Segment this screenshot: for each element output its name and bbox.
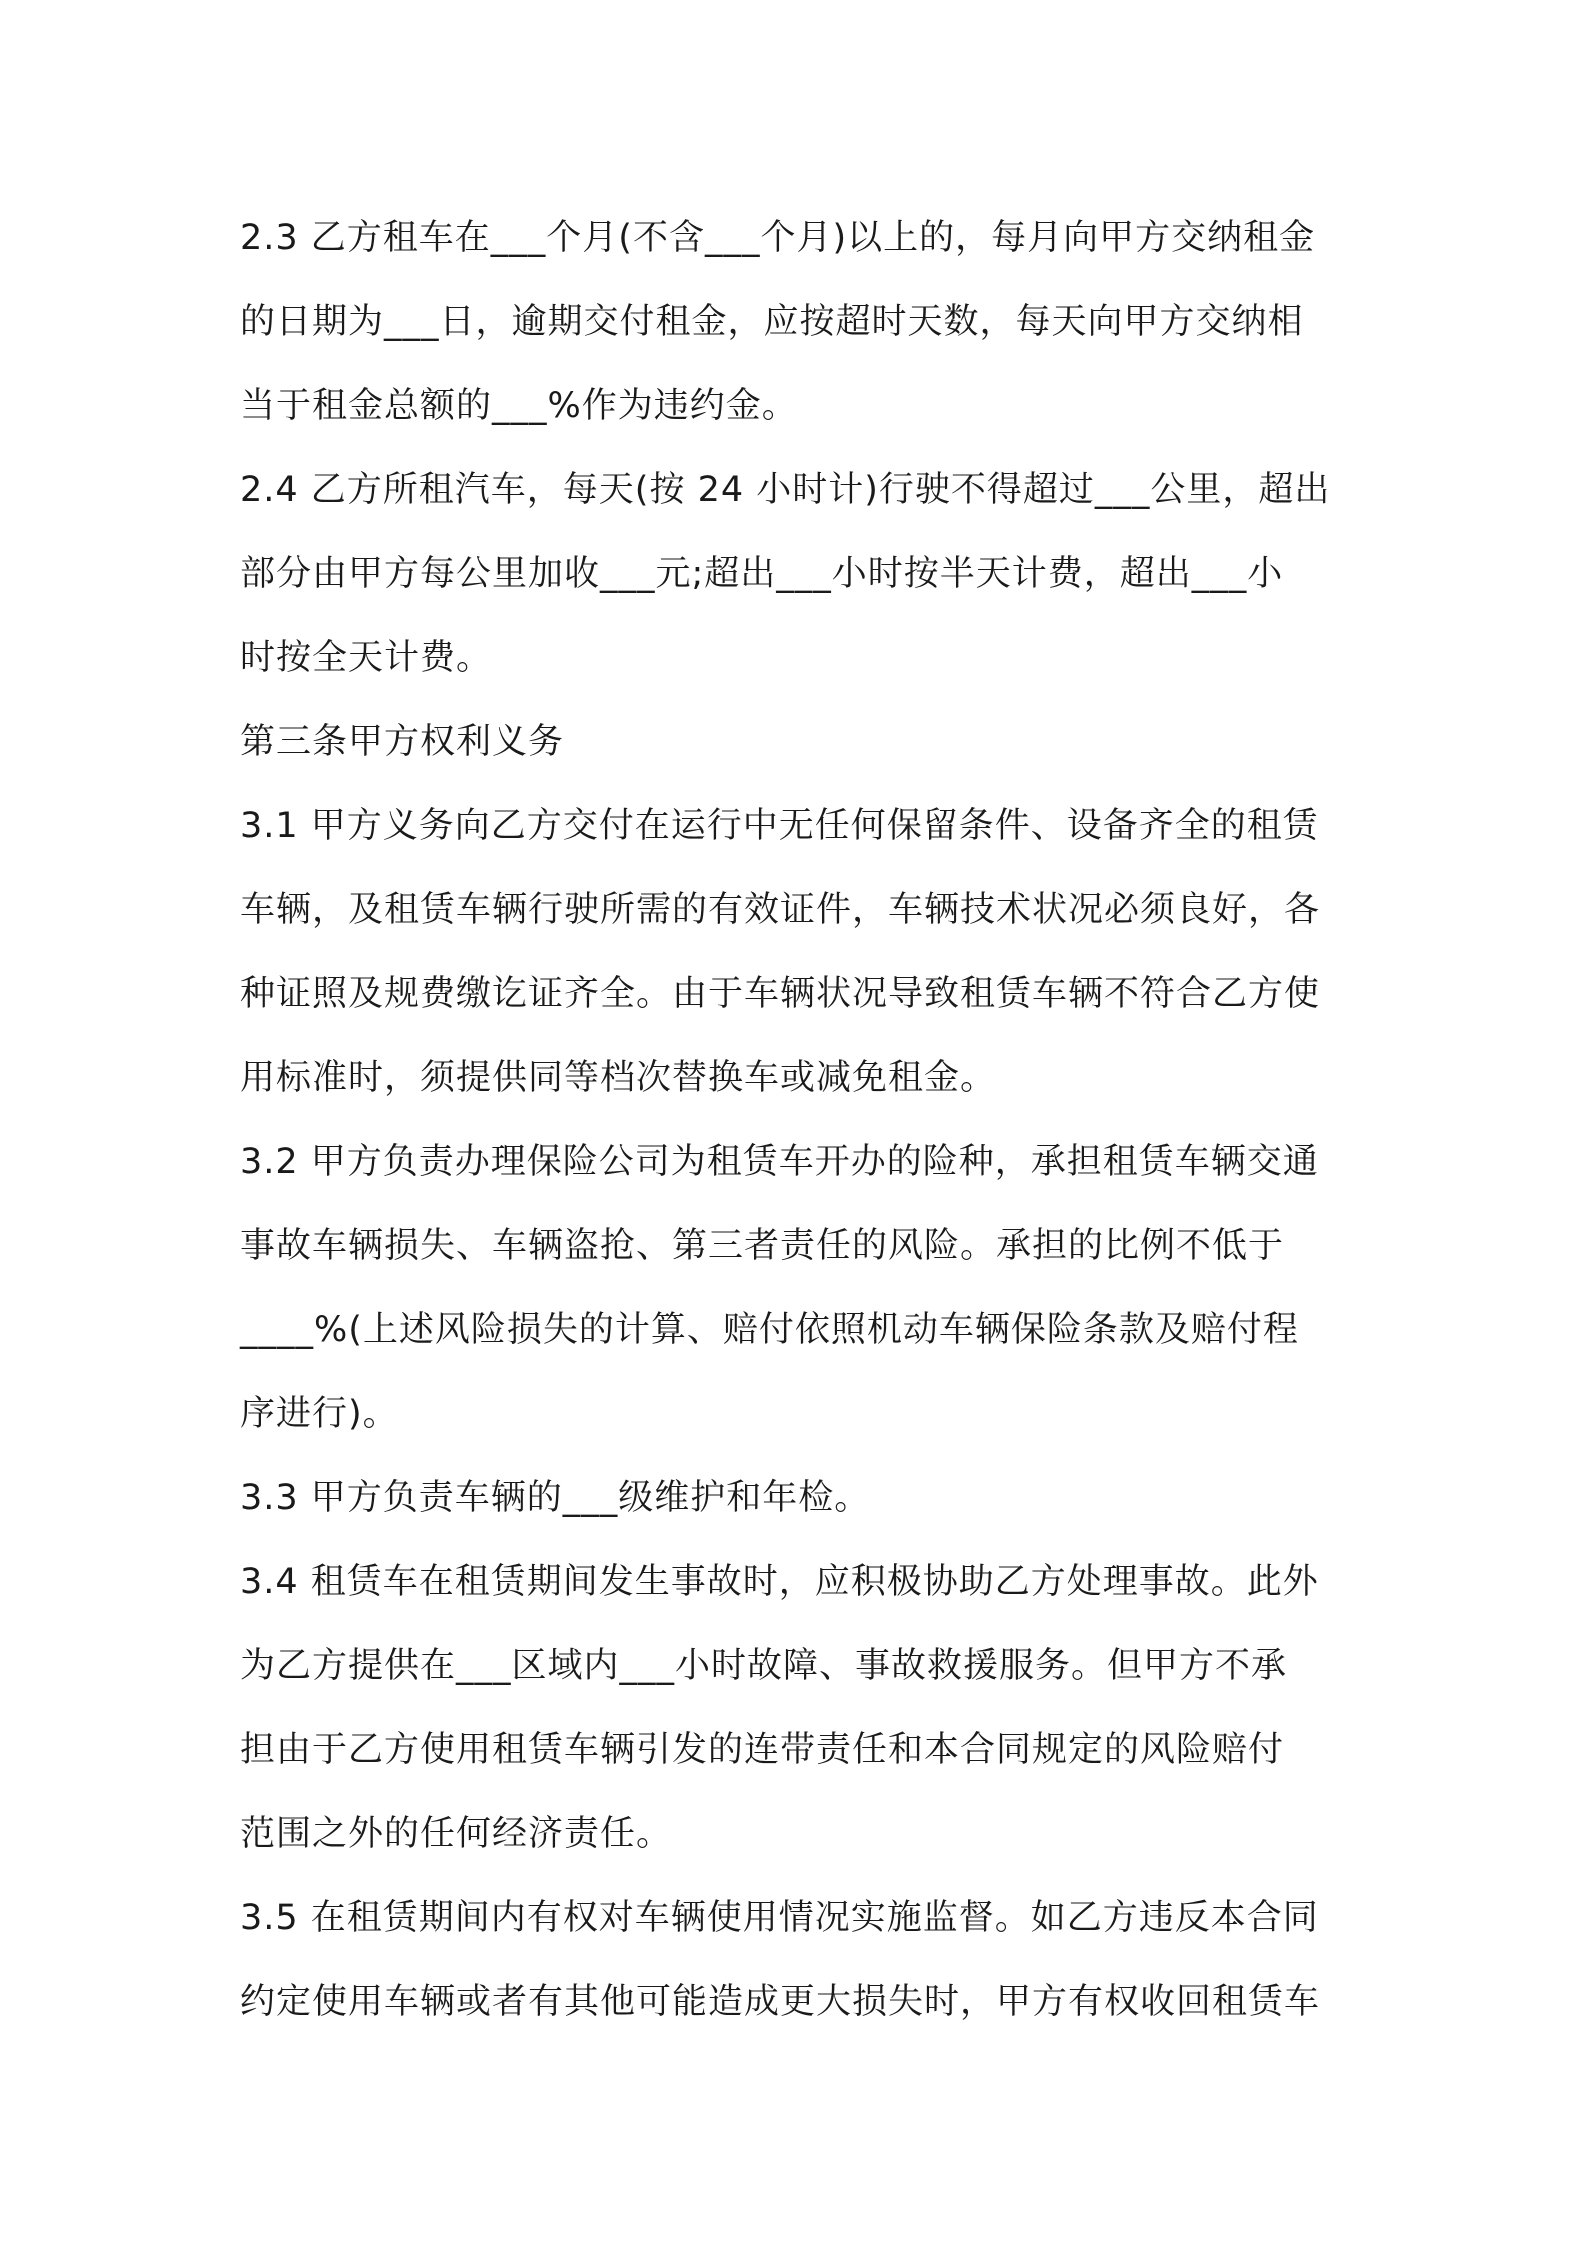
section-heading: 第三条甲方权利义务: [240, 722, 565, 762]
clause-3-3: [240, 1456, 1355, 1540]
clause-3-1: [240, 784, 1355, 1120]
clause-3-2: [240, 1120, 1355, 1456]
clause-2-4: [240, 448, 1355, 700]
text-line: 的日期为___日，逾期交付租金，应按超时天数，每天向甲方交纳相: [240, 302, 1304, 342]
text-line: 3.2 甲方负责办理保险公司为租赁车开办的险种，承担租赁车辆交通: [240, 1142, 1319, 1182]
text-line: 部分由甲方每公里加收___元;超出___小时按半天计费，超出___小: [240, 554, 1284, 594]
text-line: 3.5 在租赁期间内有权对车辆使用情况实施监督。如乙方违反本合同: [240, 1898, 1319, 1938]
text-line: 2.4 乙方所租汽车，每天(按 24 小时计)行驶不得超过___公里，超出: [240, 470, 1331, 510]
text-line: 种证照及规费缴讫证齐全。由于车辆状况导致租赁车辆不符合乙方使: [240, 974, 1321, 1014]
text-line: 时按全天计费。: [240, 638, 493, 678]
clause-3-4: [240, 1540, 1355, 1876]
document-page: [240, 196, 1355, 2044]
text-line: 3.4 租赁车在租赁期间发生事故时，应积极协助乙方处理事故。此外: [240, 1562, 1319, 1602]
text-line: 当于租金总额的___%作为违约金。: [240, 386, 798, 426]
text-line: 为乙方提供在___区域内___小时故障、事故救援服务。但甲方不承: [240, 1646, 1288, 1686]
text-line: 2.3 乙方租车在___个月(不含___个月)以上的，每月向甲方交纳租金: [240, 218, 1316, 258]
text-line: 事故车辆损失、车辆盗抢、第三者责任的风险。承担的比例不低于: [240, 1226, 1285, 1266]
text-line: 车辆，及租赁车辆行驶所需的有效证件，车辆技术状况必须良好，各: [240, 890, 1321, 930]
text-line: 序进行)。: [240, 1394, 399, 1434]
text-line: 3.1 甲方义务向乙方交付在运行中无任何保留条件、设备齐全的租赁: [240, 806, 1319, 846]
article-3-heading: [240, 700, 1355, 784]
text-line: 3.3 甲方负责车辆的___级维护和年检。: [240, 1478, 871, 1518]
text-line: 用标准时，须提供同等档次替换车或减免租金。: [240, 1058, 997, 1098]
text-line: 约定使用车辆或者有其他可能造成更大损失时，甲方有权收回租赁车: [240, 1982, 1321, 2022]
text-line: ____%(上述风险损失的计算、赔付依照机动车辆保险条款及赔付程: [240, 1310, 1299, 1350]
text-line: 范围之外的任何经济责任。: [240, 1814, 673, 1854]
clause-2-3: [240, 196, 1355, 448]
clause-3-5: [240, 1876, 1355, 2044]
text-line: 担由于乙方使用租赁车辆引发的连带责任和本合同规定的风险赔付: [240, 1730, 1285, 1770]
